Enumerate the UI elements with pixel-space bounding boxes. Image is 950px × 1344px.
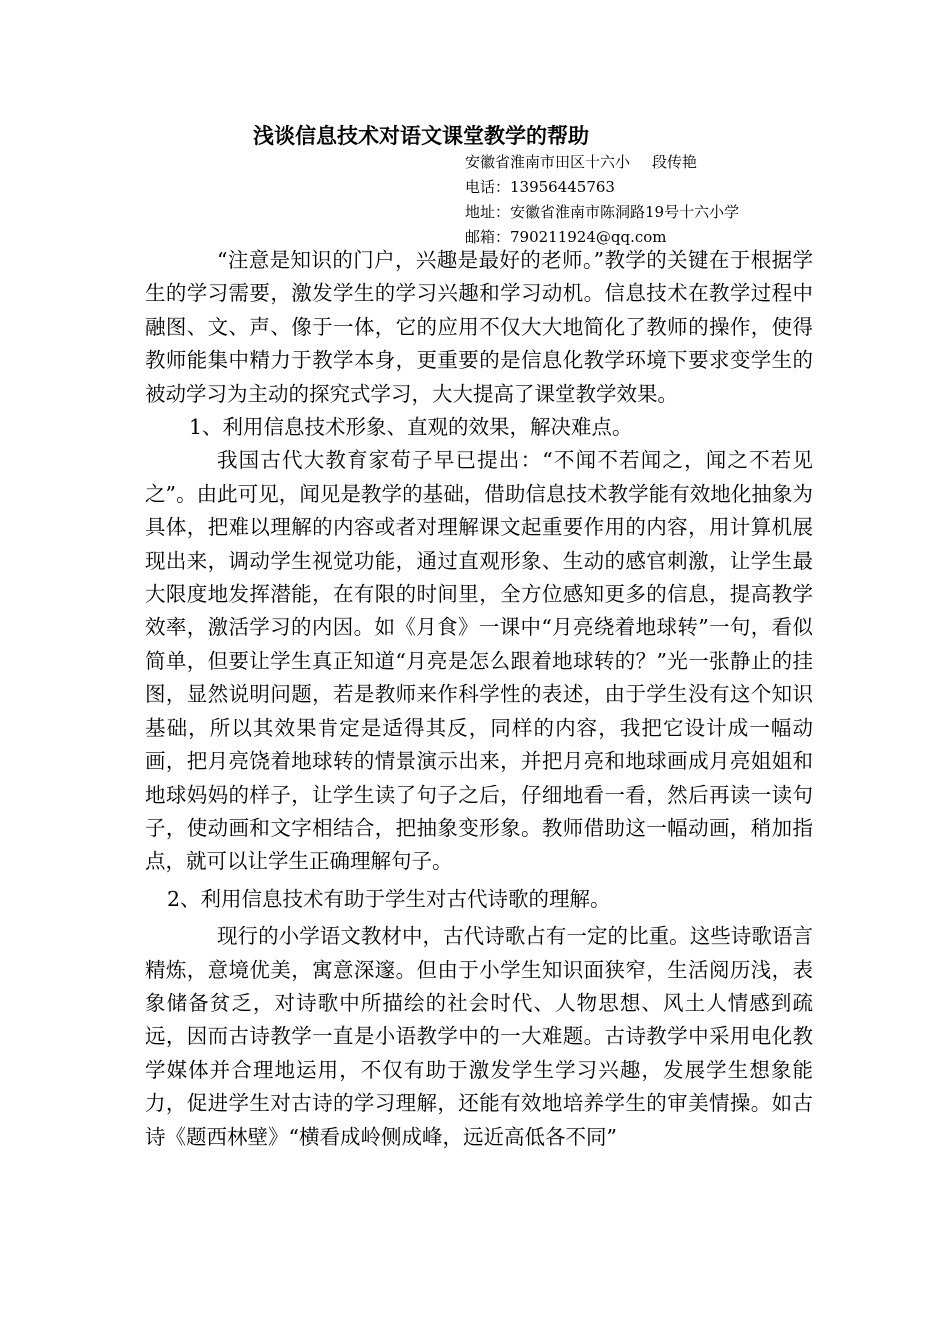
author-school: 安徽省淮南市田区十六小	[465, 153, 631, 171]
author-info	[465, 150, 825, 250]
paragraph-intro: “注意是知识的门户，兴趣是最好的老师。”教学的关键在于根据学生的学习需要，激发学生的学习兴趣和学习动机。信息技术在教学过程中融图、文、声、像于一体，它的应用不仅大大地简化了教师的操作，使得教师能集中精力于教学本身，更重要的是信息化教学环境下要求变学生的被动学习为主动的探究式学习，大大提高了课堂教学效果。	[145, 248, 813, 406]
author-email: 邮箱：790211924@qq.com	[465, 228, 667, 246]
section-heading-2: 2、利用信息技术有助于学生对古代诗歌的理解。	[167, 886, 611, 911]
paragraph-section-1: 我国古代大教育家荀子早已提出：“不闻不若闻之，闻之不若见之”。由此可见，闻见是教学的基础，借助信息技术教学能有效地化抽象为具体，把难以理解的内容或者对理解课文起重要作用的内容，用计算机展现出来，调动学生视觉功能，通过直观形象、生动的感官刺激，让学生最大限度地发挥潜能，在有限的时间里，全方位感知更多的信息，提高教学效率，激活学习的内因。如《月食》一课中“月亮绕着地球转”一句，看似简单，但要让学生真正知道“月亮是怎么跟着地球转的？”光一张静止的挂图，显然说明问题，若是教师来作科学性的表述，由于学生没有这个知识基础，所以其效果肯定是适得其反，同样的内容，我把它设计成一幅动画，把月亮饶着地球转的情景演示出来，并把月亮和地球画成月亮姐姐和地球妈妈的样子，让学生读了句子之后，仔细地看一看，然后再读一读句子，使动画和文字相结合，把抽象变形象。教师借助这一幅动画，稍加指点，就可以让学生正确理解句子。	[145, 448, 813, 874]
document-title: 浅谈信息技术对语文课堂教学的帮助	[253, 123, 589, 148]
author-phone: 电话：13956445763	[465, 178, 615, 196]
section-heading-1: 1、利用信息技术形象、直观的效果，解决难点。	[189, 415, 633, 440]
author-name: 段传艳	[652, 153, 698, 171]
document-body	[145, 244, 813, 1154]
author-line	[465, 150, 825, 175]
author-address: 地址：安徽省淮南市陈洞路19号十六小学	[465, 203, 740, 221]
paragraph-section-2: 现行的小学语文教材中，古代诗歌占有一定的比重。这些诗歌语言精炼，意境优美，寓意深邃。但由于小学生知识面狭窄，生活阅历浅，表象储备贫乏，对诗歌中所描绘的社会时代、人物思想、风土人情感到疏远，因而古诗教学一直是小语教学中的一大难题。古诗教学中采用电化教学媒体并合理地运用，不仅有助于激发学生学习兴趣，发展学生想象能力，促进学生对古诗的学习理解，还能有效地培养学生的审美情操。如古诗《题西林壁》“横看成岭侧成峰，远近高低各不同”	[145, 924, 813, 1149]
